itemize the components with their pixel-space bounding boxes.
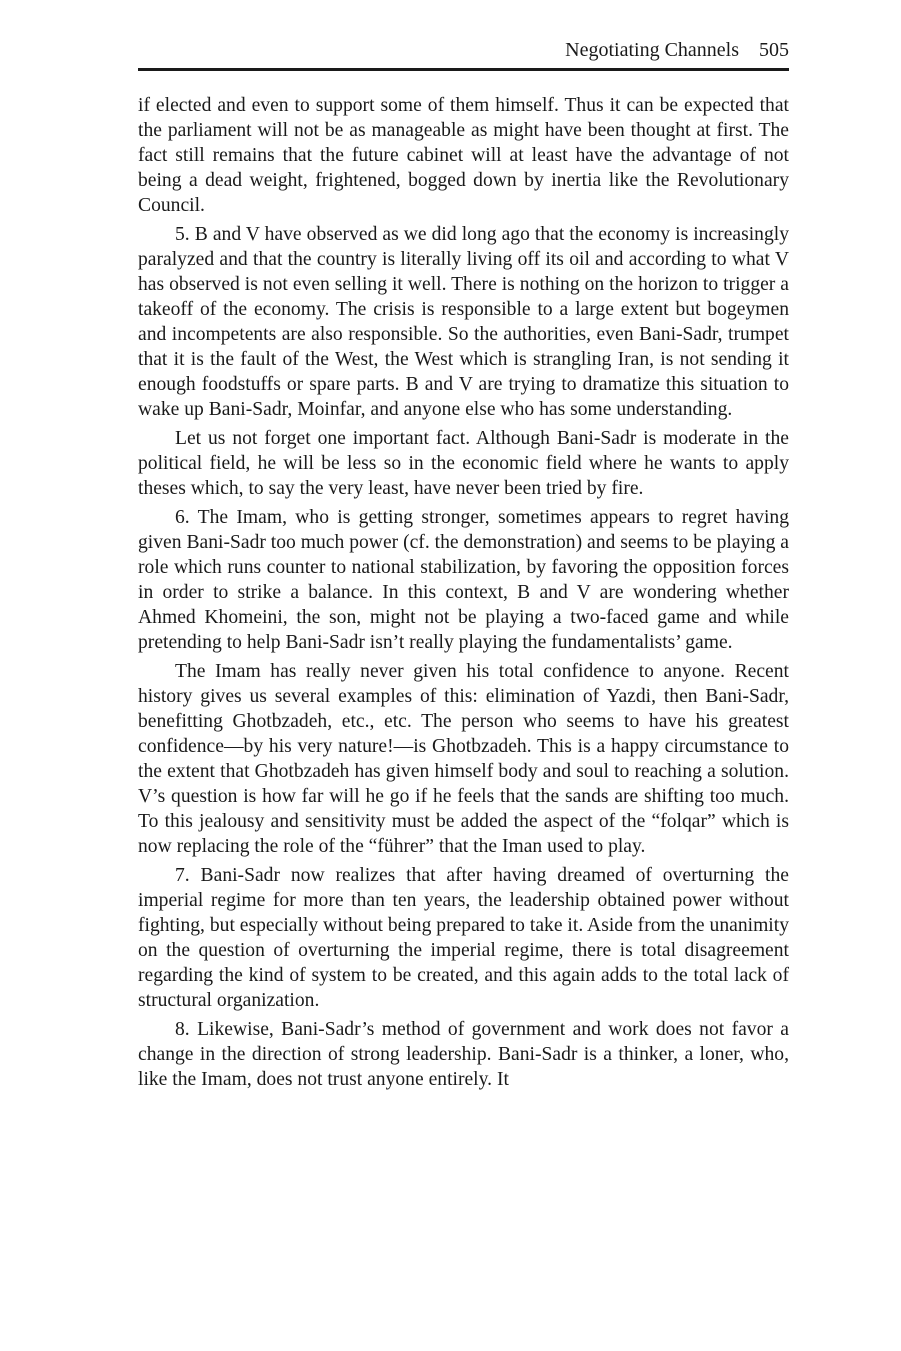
page-number: 505 [759, 39, 789, 61]
paragraph-item-5: 5. B and V have observed as we did long ago that the economy is increasingly paralyzed and that the country is literally living off its oil and according to what V has observed is not even selling it well. There is nothing on the horizon to trigger a takeoff of the economy. The crisis is responsible to a large extent but bogeymen and incompetents are also responsible. So the authorities, even Bani-Sadr, trumpet that it is the fault of the West, the West which is strangling Iran, is not sending it enough foodstuffs or spare parts. B and V are trying to dramatize this situation to wake up Bani-Sadr, Moinfar, and anyone else who has some understanding. [138, 224, 789, 420]
running-title: Negotiating Channels [565, 39, 739, 61]
running-head [138, 36, 789, 68]
paragraph-continued: if elected and even to support some of them himself. Thus it can be expected that the parliament will not be as manageable as might have been thought at first. The fact still remains that the future cabinet will at least have the advantage of not being a dead weight, frightened, bogged down by inertia like the Revolutionary Council. [138, 95, 789, 216]
book-page [138, 36, 789, 1096]
paragraph-imam-confidence: The Imam has really never given his total confidence to anyone. Recent history gives us several examples of this: elimination of Yazdi, then Bani-Sadr, benefitting Ghotbzadeh, etc., etc. The person who seems to have his greatest confidence—by his very nature!—is Ghotbzadeh. This is a happy circumstance to the extent that Ghotbzadeh has given himself body and soul to reaching a solution. V’s question is how far will he go if he feels that the sands are shifting too much. To this jealousy and sensitivity must be added the aspect of the “folqar” which is now replacing the role of the “führer” that the Iman used to play. [138, 661, 789, 857]
body-text [138, 93, 789, 1092]
paragraph-economic-note: Let us not forget one important fact. Although Bani-Sadr is moderate in the political field, he will be less so in the economic field where he wants to apply theses which, to say the very least, have never been tried by fire. [138, 428, 789, 499]
paragraph-item-8: 8. Likewise, Bani-Sadr’s method of government and work does not favor a change in the direction of strong leadership. Bani-Sadr is a thinker, a loner, who, like the Imam, does not trust anyone entirely. It [138, 1019, 789, 1090]
header-rule [138, 68, 789, 71]
paragraph-item-6: 6. The Imam, who is getting stronger, sometimes appears to regret having given Bani-Sadr too much power (cf. the demonstration) and seems to be playing a role which runs counter to national stabilization, by favoring the opposition forces in order to strike a balance. In this context, B and V are wondering whether Ahmed Khomeini, the son, might not be playing a two-faced game and while pretending to help Bani-Sadr isn’t really playing the fundamentalists’ game. [138, 507, 789, 653]
paragraph-item-7: 7. Bani-Sadr now realizes that after having dreamed of overturning the imperial regime for more than ten years, the leadership obtained power without fighting, but especially without being prepared to take it. Aside from the unanimity on the question of overturning the imperial regime, there is total disagreement regarding the kind of system to be created, and this again adds to the total lack of structural organization. [138, 865, 789, 1011]
